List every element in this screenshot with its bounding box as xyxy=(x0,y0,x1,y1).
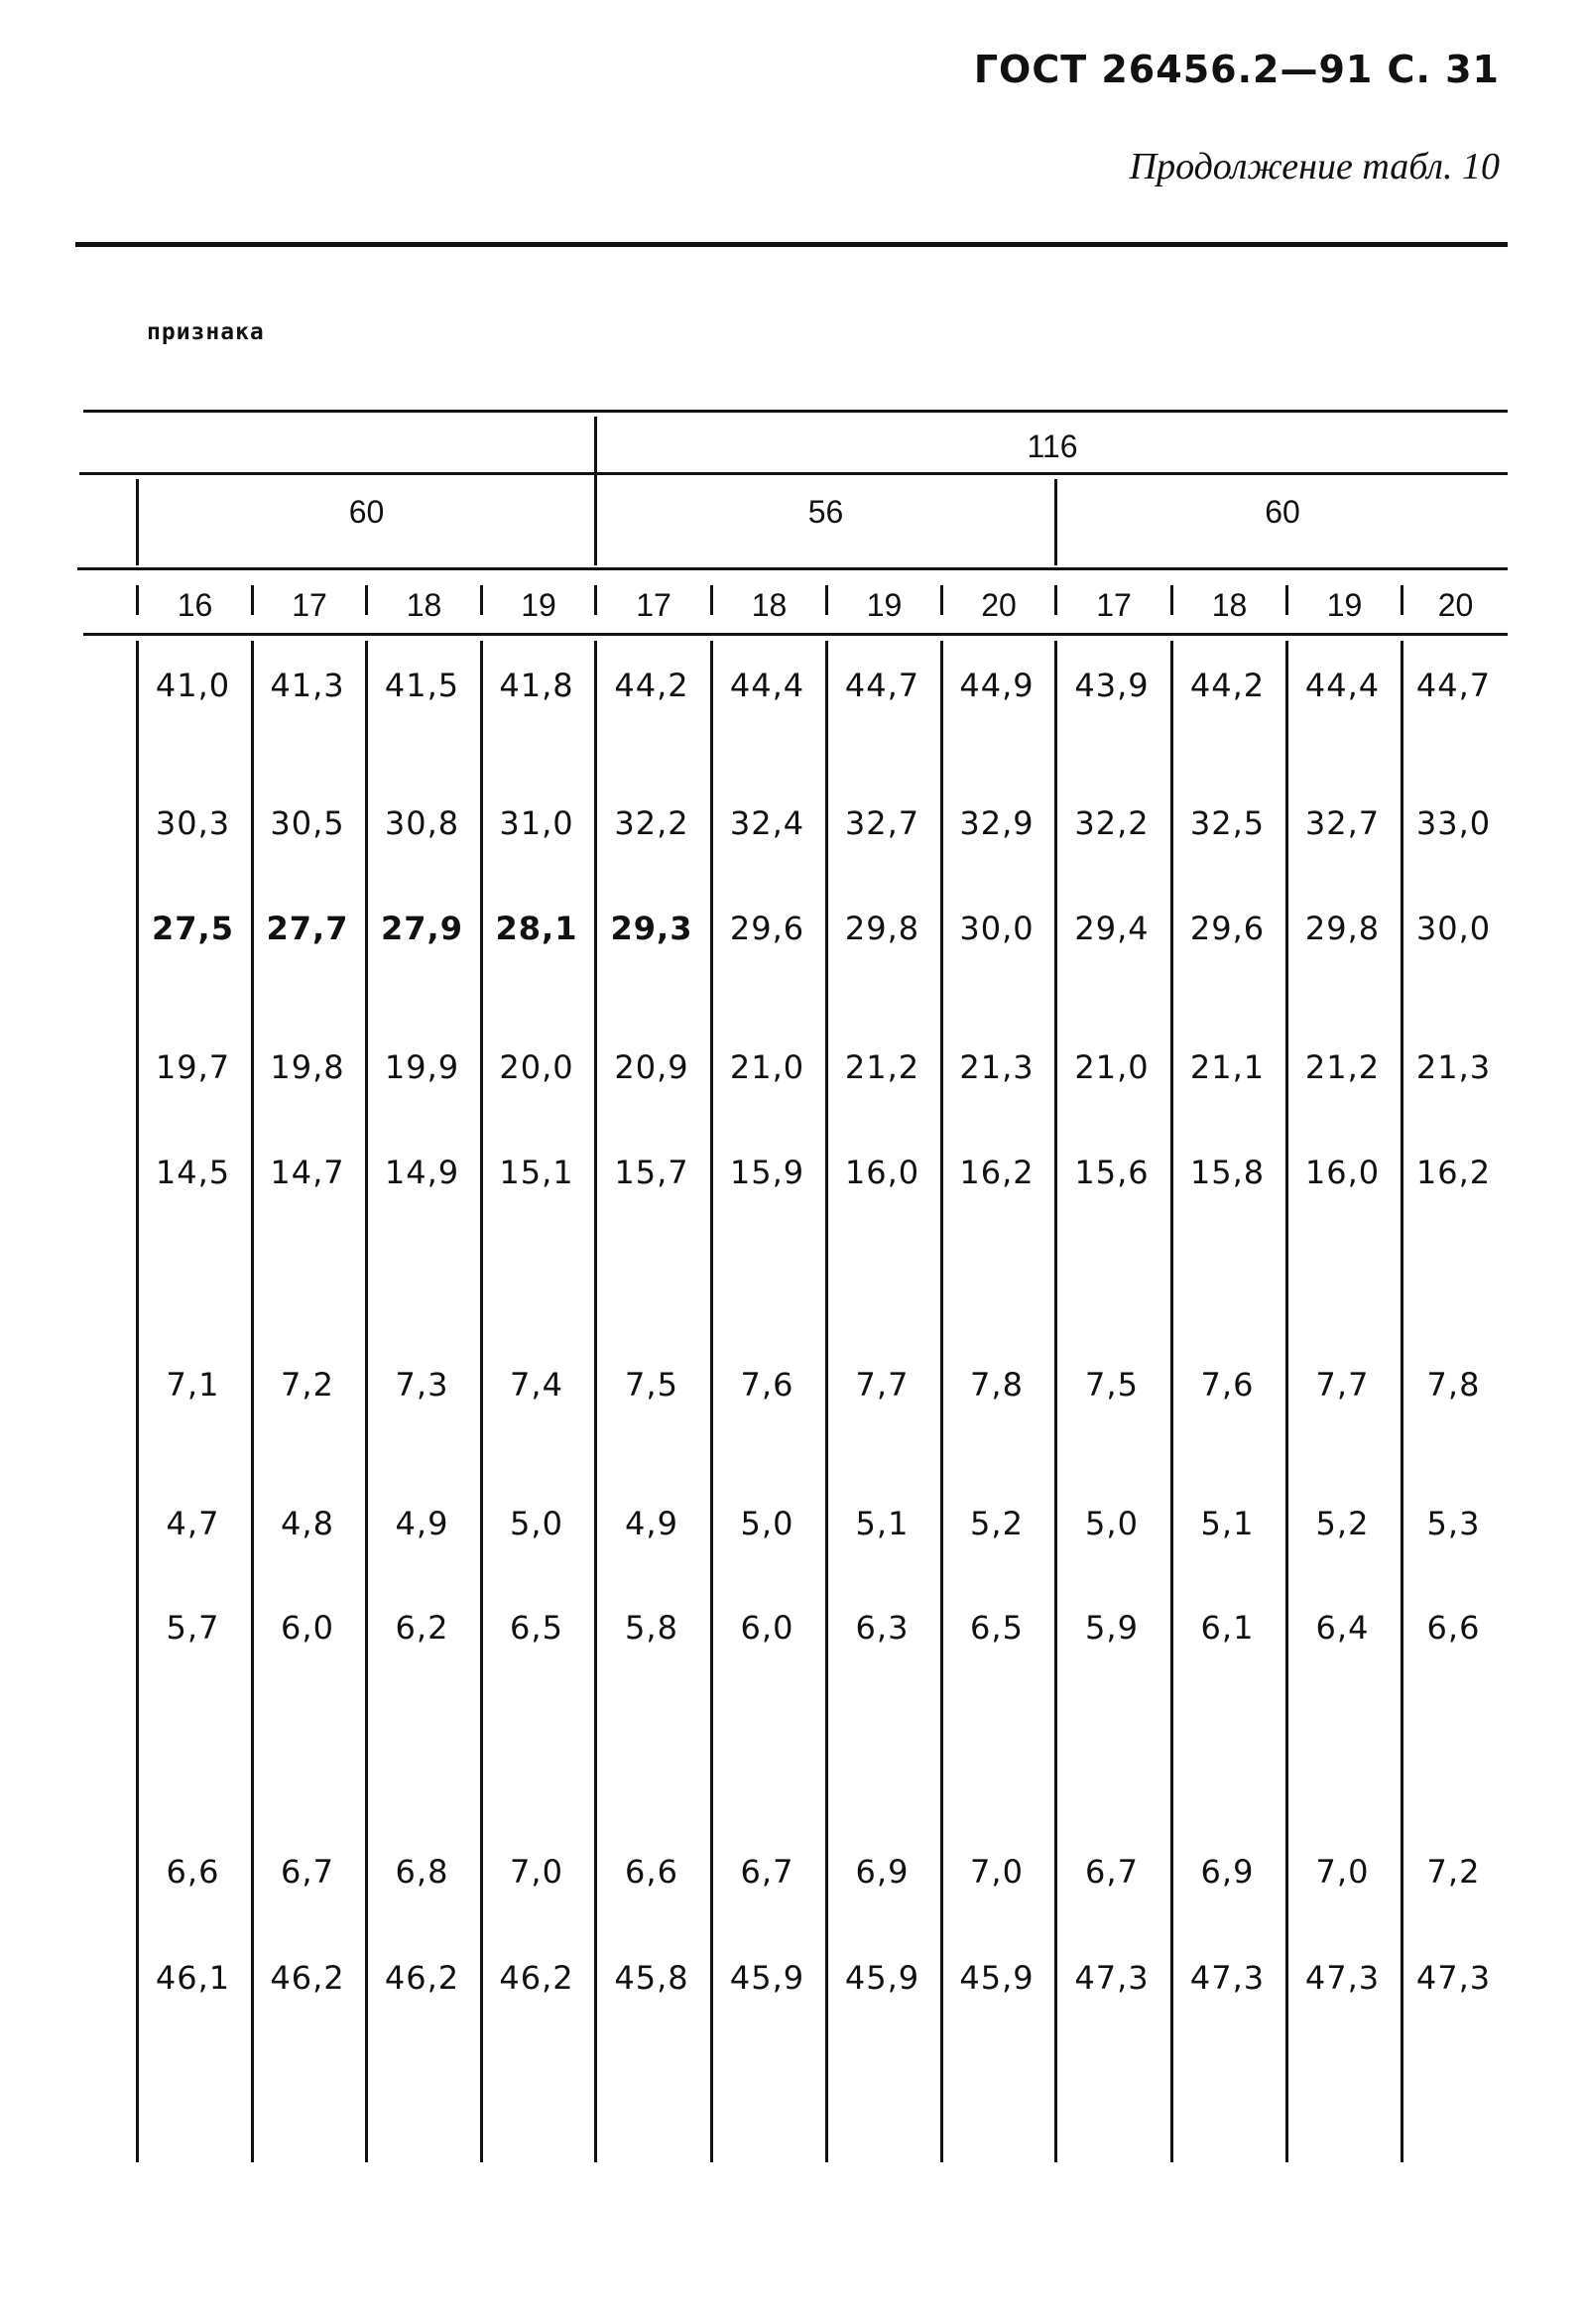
table-cell: 29,6 xyxy=(729,910,805,947)
table-cell: 30,0 xyxy=(1415,910,1492,947)
table-cell: 6,6 xyxy=(625,1853,678,1891)
table-cell: 46,2 xyxy=(499,1959,574,1997)
column-header: 18 xyxy=(406,587,442,623)
table-cell: 30,3 xyxy=(155,804,231,842)
table-cell: 16,2 xyxy=(959,1154,1035,1191)
table-row xyxy=(0,910,1585,959)
table-cell: 6,7 xyxy=(1085,1853,1139,1891)
table-cell: 45,9 xyxy=(844,1959,920,1997)
table-cell: 27,7 xyxy=(266,910,349,947)
table-cell: 44,7 xyxy=(844,667,920,704)
table-cell: 7,2 xyxy=(281,1366,334,1404)
table-cell: 41,0 xyxy=(155,667,231,704)
table-row xyxy=(0,1154,1585,1203)
column-header: 18 xyxy=(1211,587,1248,623)
table-cell: 7,5 xyxy=(1085,1366,1139,1404)
subgroup-header-60: 60 xyxy=(1265,494,1300,530)
table-cell: 6,0 xyxy=(740,1609,794,1647)
table-cell: 4,8 xyxy=(281,1505,334,1542)
table-cell: 30,8 xyxy=(384,804,460,842)
table-cell: 7,3 xyxy=(395,1366,449,1404)
table-cell: 47,3 xyxy=(1304,1959,1381,1997)
table-row xyxy=(0,1048,1585,1098)
table-cell: 6,3 xyxy=(855,1609,910,1647)
table-row xyxy=(0,1853,1585,1902)
table-cell: 28,1 xyxy=(495,910,578,947)
table-cell: 4,7 xyxy=(166,1505,220,1542)
table-cell: 6,0 xyxy=(281,1609,334,1647)
table-cell: 32,9 xyxy=(959,804,1035,842)
subgroup-header-56: 56 xyxy=(807,494,844,530)
table-cell: 15,9 xyxy=(729,1154,805,1191)
table-cell: 6,6 xyxy=(1426,1609,1481,1647)
table-cell: 21,2 xyxy=(844,1048,920,1086)
table-cell: 32,7 xyxy=(844,804,920,842)
table-cell: 29,8 xyxy=(844,910,920,947)
group-header-116: 116 xyxy=(1027,428,1078,464)
table-cell: 32,2 xyxy=(614,804,689,842)
table-cell: 27,5 xyxy=(152,910,234,947)
table-cell: 30,0 xyxy=(959,910,1035,947)
table-cell: 44,4 xyxy=(1304,667,1381,704)
table-cell: 47,3 xyxy=(1415,1959,1492,1997)
sign-column-label: признака xyxy=(147,319,265,345)
table-cell: 5,1 xyxy=(1200,1505,1255,1542)
column-header: 17 xyxy=(636,587,671,623)
table-cell: 5,3 xyxy=(1426,1505,1481,1542)
table-cell: 29,3 xyxy=(610,910,693,947)
table-cell: 16,0 xyxy=(1304,1154,1381,1191)
table-cell: 14,5 xyxy=(155,1154,231,1191)
table-cell: 6,5 xyxy=(970,1609,1024,1647)
table-cell: 19,7 xyxy=(155,1048,231,1086)
table-cell: 6,9 xyxy=(1200,1853,1255,1891)
column-header: 19 xyxy=(866,587,903,623)
table-row xyxy=(0,1366,1585,1415)
table-cell: 5,0 xyxy=(1085,1505,1139,1542)
column-header: 19 xyxy=(1326,587,1363,623)
table-cell: 41,8 xyxy=(499,667,574,704)
table-cell: 16,2 xyxy=(1415,1154,1492,1191)
table-cell: 6,7 xyxy=(740,1853,794,1891)
table-cell: 44,2 xyxy=(614,667,689,704)
table-cell: 21,3 xyxy=(1415,1048,1492,1086)
table-cell: 46,2 xyxy=(270,1959,345,1997)
column-header: 16 xyxy=(177,587,213,623)
table-cell: 41,3 xyxy=(270,667,345,704)
table-cell: 44,7 xyxy=(1415,667,1492,704)
table-cell: 43,9 xyxy=(1074,667,1150,704)
table-cell: 4,9 xyxy=(625,1505,678,1542)
table-cell: 46,2 xyxy=(384,1959,460,1997)
table-cell: 15,8 xyxy=(1189,1154,1266,1191)
table-cell: 5,7 xyxy=(166,1609,220,1647)
table-cell: 5,0 xyxy=(510,1505,563,1542)
table-cell: 6,6 xyxy=(166,1853,220,1891)
table-cell: 46,1 xyxy=(155,1959,231,1997)
table-cell: 44,4 xyxy=(729,667,805,704)
group-header-60-left: 60 xyxy=(348,494,385,530)
table-cell: 14,9 xyxy=(384,1154,460,1191)
table-cell: 15,1 xyxy=(499,1154,574,1191)
table-cell: 7,0 xyxy=(510,1853,563,1891)
table-cell: 21,1 xyxy=(1189,1048,1266,1086)
table-row xyxy=(0,667,1585,716)
column-header: 19 xyxy=(521,587,556,623)
table-cell: 5,9 xyxy=(1085,1609,1139,1647)
table-row xyxy=(0,1505,1585,1554)
table-cell: 14,7 xyxy=(270,1154,345,1191)
table-cell: 32,7 xyxy=(1304,804,1381,842)
gost-page-code: ГОСТ 26456.2—91 С. 31 xyxy=(973,48,1500,91)
table-cell: 7,4 xyxy=(510,1366,563,1404)
table-cell: 41,5 xyxy=(384,667,460,704)
table-cell: 32,2 xyxy=(1074,804,1150,842)
table-cell: 6,8 xyxy=(395,1853,449,1891)
table-cell: 44,2 xyxy=(1189,667,1266,704)
table-row xyxy=(0,1959,1585,2009)
table-cell: 7,0 xyxy=(1315,1853,1370,1891)
table-cell: 29,8 xyxy=(1304,910,1381,947)
table-cell: 29,4 xyxy=(1074,910,1150,947)
table-cell: 7,8 xyxy=(970,1366,1024,1404)
table-cell: 21,2 xyxy=(1304,1048,1381,1086)
table-cell: 5,0 xyxy=(740,1505,794,1542)
table-cell: 6,5 xyxy=(510,1609,563,1647)
table-cell: 6,1 xyxy=(1200,1609,1255,1647)
table-cell: 5,8 xyxy=(625,1609,678,1647)
table-cell: 45,9 xyxy=(959,1959,1035,1997)
table-cell: 31,0 xyxy=(499,804,574,842)
table-cell: 5,2 xyxy=(1315,1505,1370,1542)
table-cell: 7,6 xyxy=(1200,1366,1255,1404)
table-cell: 45,8 xyxy=(614,1959,689,1997)
table-cell: 7,6 xyxy=(740,1366,794,1404)
table-cell: 47,3 xyxy=(1074,1959,1150,1997)
table-cell: 7,7 xyxy=(1315,1366,1370,1404)
table-cell: 7,1 xyxy=(166,1366,220,1404)
column-header: 20 xyxy=(1437,587,1474,623)
table-cell: 6,4 xyxy=(1315,1609,1370,1647)
column-header: 20 xyxy=(981,587,1017,623)
table-cell: 21,0 xyxy=(1074,1048,1150,1086)
table-cell: 7,2 xyxy=(1426,1853,1481,1891)
table-cell: 16,0 xyxy=(844,1154,920,1191)
table-cell: 20,0 xyxy=(499,1048,574,1086)
table-cell: 7,8 xyxy=(1426,1366,1481,1404)
table-cell: 30,5 xyxy=(270,804,345,842)
table-cell: 5,1 xyxy=(855,1505,910,1542)
table-cell: 29,6 xyxy=(1189,910,1266,947)
table-cell: 32,4 xyxy=(729,804,805,842)
table-cell: 6,9 xyxy=(855,1853,910,1891)
table-cell: 7,5 xyxy=(625,1366,678,1404)
table-cell: 7,0 xyxy=(970,1853,1024,1891)
table-row xyxy=(0,1609,1585,1658)
table-cell: 5,2 xyxy=(970,1505,1024,1542)
table-cell: 4,9 xyxy=(395,1505,449,1542)
table-cell: 21,0 xyxy=(729,1048,805,1086)
table-cell: 6,7 xyxy=(281,1853,334,1891)
table-cell: 6,2 xyxy=(395,1609,449,1647)
table-cell: 45,9 xyxy=(729,1959,805,1997)
table-cell: 33,0 xyxy=(1415,804,1492,842)
table-cell: 19,8 xyxy=(270,1048,345,1086)
table-row xyxy=(0,804,1585,854)
table-cell: 20,9 xyxy=(614,1048,689,1086)
table-cell: 7,7 xyxy=(855,1366,910,1404)
column-header: 17 xyxy=(1096,587,1132,623)
table-cell: 27,9 xyxy=(381,910,463,947)
table-continuation-label: Продолжение табл. 10 xyxy=(1129,146,1500,187)
table-cell: 19,9 xyxy=(384,1048,460,1086)
table-cell: 15,7 xyxy=(614,1154,689,1191)
table-cell: 15,6 xyxy=(1074,1154,1150,1191)
table-cell: 32,5 xyxy=(1189,804,1266,842)
table-cell: 44,9 xyxy=(959,667,1035,704)
table-cell: 47,3 xyxy=(1189,1959,1266,1997)
column-header: 17 xyxy=(292,587,327,623)
column-header: 18 xyxy=(751,587,788,623)
table-cell: 21,3 xyxy=(959,1048,1035,1086)
